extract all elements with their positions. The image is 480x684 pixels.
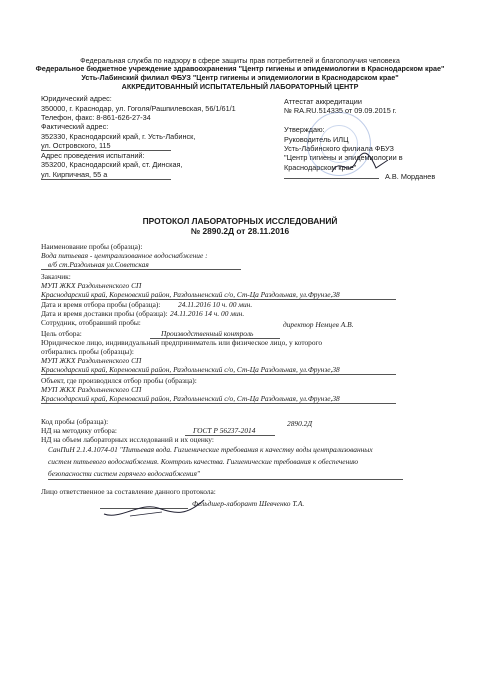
legal-address-value: 350000, г. Краснодар, ул. Гоголя/Рашпилевская, 56/1/61/1: [41, 104, 236, 113]
branch-line1: Усть-Лабинского филиала ФБУЗ: [284, 144, 394, 153]
entity-label-line2: отбирались пробы (образцы):: [41, 347, 134, 356]
branch-line2: "Центр гигиены и эпидемиологии в: [284, 153, 403, 162]
nd-method-label: НД на методику отбора:: [41, 426, 117, 435]
nd-scope-value1: СанПиН 2.1.4.1074-01 "Питьевая вода. Гигиенические требования к качеству воды централизованных: [48, 445, 373, 454]
header-lab-center: АККРЕДИТОВАННЫЙ ИСПЫТАТЕЛЬНЫЙ ЛАБОРАТОРНЫЙ ЦЕНТР: [121, 82, 359, 91]
sample-name-value1: Вода питьевая - централизованное водоснабжение :: [41, 251, 208, 260]
entity-name: МУП ЖКХ Раздольненского СП: [41, 356, 142, 365]
approve-label: Утверждаю:: [284, 125, 325, 134]
sampled-label: Дата и время отбора пробы (образца):: [41, 300, 161, 309]
code-value: 2890.2Д: [287, 419, 313, 428]
object-name: МУП ЖКХ Раздольненского СП: [41, 385, 142, 394]
nd-scope-value2: систем питьевого водоснабжения. Контроль качества. Гигиенические требования к обеспечению: [48, 457, 359, 466]
actual-address-line1: 352330, Краснодарский край, г. Усть-Лабинск,: [41, 132, 196, 141]
customer-address: Краснодарский край, Кореновский район, Раздольненский с/о, Ст-Ца Раздольная, ул.Фрунзе,38: [41, 290, 340, 299]
code-label: Код пробы (образца):: [41, 417, 109, 426]
protocol-number: № 2890.2Д от 28.11.2016: [190, 226, 290, 236]
object-label: Объект, где производился отбор пробы (образца):: [41, 376, 197, 385]
entity-address: Краснодарский край, Кореновский район, Раздольненский с/о, Ст-Ца Раздольная, ул.Фрунзе,38: [41, 365, 340, 374]
responsible-label: Лицо ответственное за составление данного протокола:: [41, 487, 216, 496]
entity-label-line1: Юридическое лицо, индивидуальный предприниматель или физическое лицо, у которого: [41, 338, 323, 347]
director-signature: [330, 150, 390, 180]
technician-signature: [100, 494, 210, 522]
head-title: Руководитель ИЛЦ: [284, 135, 349, 144]
delivered-value: 24.11.2016 14 ч. 00 мин.: [170, 309, 245, 318]
attestat-value: № RA.RU.514335 от 09.09.2015 г.: [284, 106, 397, 115]
object-address: Краснодарский край, Кореновский район, Раздольненский с/о, Ст-Ца Раздольная, ул.Фрунзе,38: [41, 394, 340, 403]
header-branch: Усть-Лабинский филиал ФБУЗ "Центр гигиены и эпидемиологии в Краснодарском крае": [81, 73, 399, 82]
tests-address-line1: 353200, Краснодарский край, ст. Динская,: [41, 160, 183, 169]
legal-address-label: Юридический адрес:: [41, 94, 112, 103]
purpose-label: Цель отбора:: [41, 329, 82, 338]
nd-method-value: ГОСТ Р 56237-2014: [193, 426, 256, 435]
nd-scope-value3: безопасности систем горячего водоснабжения": [48, 469, 201, 478]
responsible-value: Фельдшер-лаборант Шевченко Т.А.: [192, 499, 305, 508]
header-institution: Федеральное бюджетное учреждение здравоохранения "Центр гигиены и эпидемиологии в Краснодарском крае": [35, 64, 445, 73]
delivered-label: Дата и время доставки пробы (образца):: [41, 309, 168, 318]
purpose-value: Производственный контроль: [161, 329, 254, 338]
branch-line3: Краснодарском крае": [284, 163, 357, 172]
tests-address-line2: ул. Кирпичная, 55 а: [41, 170, 108, 179]
sample-name-label: Наименование пробы (образца):: [41, 242, 143, 251]
actual-address-label: Фактический адрес:: [41, 122, 109, 131]
sample-name-value2: в/б ст.Раздольная ул.Советская: [48, 260, 149, 269]
header-agency: Федеральная служба по надзору в сфере защиты прав потребителей и благополучия человека: [80, 56, 400, 65]
employee-label: Сотрудник, отобравший пробы:: [41, 318, 141, 327]
tests-address-label: Адрес проведения испытаний:: [41, 151, 145, 160]
employee-value: директор Немцев А.В.: [283, 320, 354, 329]
customer-name: МУП ЖКХ Раздольненского СП: [41, 281, 142, 290]
nd-scope-label: НД на объем лабораторных исследований и их оценку:: [41, 435, 214, 444]
attestat-label: Аттестат аккредитации: [284, 97, 362, 106]
sampled-value: 24.11.2016 10 ч. 00 мин.: [178, 300, 253, 309]
actual-address-line2: ул. Островского, 115: [41, 141, 111, 150]
customer-label: Заказчик:: [41, 272, 71, 281]
protocol-title: ПРОТОКОЛ ЛАБОРАТОРНЫХ ИССЛЕДОВАНИЙ: [142, 216, 338, 226]
signer-name: А.В. Морданев: [385, 172, 436, 181]
phone-fax: Телефон, факс: 8-861-626-27-34: [41, 113, 151, 122]
